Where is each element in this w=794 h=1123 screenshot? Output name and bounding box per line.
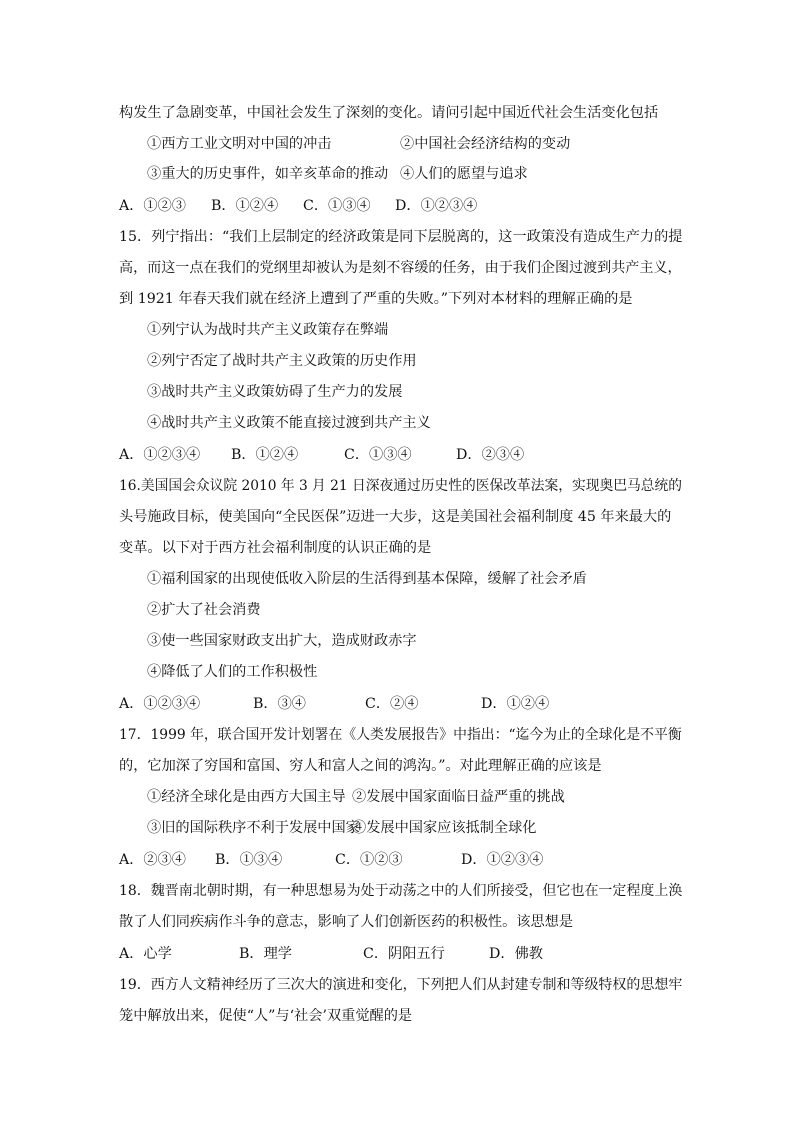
- answer-choice: D．②③④: [456, 447, 525, 463]
- answer-choice: A．①②③④: [119, 447, 201, 463]
- answer-choice: C．②④: [365, 696, 419, 712]
- answer-choice: B．①②④: [231, 447, 299, 463]
- option-item: ③重大的历史事件，如辛亥革命的推动: [147, 166, 389, 182]
- answer-choice: D．①②④: [481, 696, 550, 712]
- option-item: ①福利国家的出现使低收入阶层的生活得到基本保障，缓解了社会矛盾: [147, 571, 587, 587]
- option-item: ④降低了人们的工作积极性: [147, 664, 318, 680]
- answer-choice: D．佛教: [489, 946, 543, 962]
- question-text: 的，它加深了穷国和富国、穷人和富人之间的鸿沟。”。对此理解正确的应该是: [119, 758, 602, 774]
- answer-choice: A．②③④: [119, 852, 186, 868]
- question-text: 高，而这一点在我们的党纲里却被认为是刻不容缓的任务，由于我们企图过渡到共产主义，: [119, 260, 682, 276]
- option-item: ③战时共产主义政策妨碍了生产力的发展: [147, 384, 403, 400]
- answer-choice: A．心学: [119, 946, 172, 962]
- option-item: ②中国社会经济结构的变动: [400, 136, 571, 152]
- question-text: 头号施政目标，使美国向“全民医保”迈进一大步，这是美国社会福利制度 45 年来最大的: [119, 509, 672, 525]
- answer-choice: B．③④: [253, 696, 306, 712]
- option-item: ②扩大了社会消费: [147, 602, 261, 618]
- option-item: ①经济全球化是由西方大国主导: [147, 789, 346, 805]
- question-text: 16.美国国会众议院 2010 年 3 月 21 日深夜通过历史性的医保改革法案，实现奥巴马总统的: [119, 478, 682, 494]
- option-item: ③旧的国际秩序不利于发展中国家: [147, 820, 360, 836]
- option-item: ④战时共产主义政策不能直接过渡到共产主义: [147, 415, 431, 431]
- option-item: ④人们的愿望与追求: [400, 166, 528, 182]
- answer-choice: A．①②③④: [119, 696, 201, 712]
- answer-choice: C．①③④: [303, 198, 371, 214]
- answer-choice: A．①②③: [119, 198, 186, 214]
- option-item: ③使一些国家财政支出扩大，造成财政赤字: [147, 633, 417, 649]
- answer-choice: C．①③④: [344, 447, 412, 463]
- question-text: 构发生了急剧变革，中国社会发生了深刻的变化。请问引起中国近代社会生活变化包括: [119, 105, 659, 121]
- answer-choice: B．①③④: [215, 852, 283, 868]
- option-item: ①列宁认为战时共产主义政策存在弊端: [147, 322, 389, 338]
- answer-choice: D．①②③④: [395, 198, 478, 214]
- question-text: 17．1999 年，联合国开发计划署在《人类发展报告》中指出：“迄今为止的全球化是不平衡: [119, 727, 682, 743]
- question-text: 到 1921 年春天我们就在经济上遭到了严重的失败。”下列对本材料的理解正确的是: [119, 291, 633, 307]
- question-text: 散了人们同疾病作斗争的意志，影响了人们创新医药的积极性。该思想是: [119, 914, 574, 930]
- question-text: 笼中解放出来，促使“人”与‘社会’双重觉醒的是: [119, 1008, 413, 1024]
- question-text: 18．魏晋南北朝时期，有一种思想易为处于动荡之中的人们所接受，但它也在一定程度上涣: [119, 883, 683, 899]
- option-item: ②列宁否定了战时共产主义政策的历史作用: [147, 353, 417, 369]
- option-item: ①西方工业文明对中国的冲击: [147, 136, 332, 152]
- answer-choice: C．①②③: [335, 852, 403, 868]
- question-text: 19．西方人文精神经历了三次大的演进和变化，下列把人们从封建专制和等级特权的思想牢: [119, 977, 683, 993]
- answer-choice: B．①②④: [211, 198, 279, 214]
- question-text: 15．列宁指出：“我们上层制定的经济政策是同下层脱离的，这一政策没有造成生产力的提: [119, 229, 683, 245]
- answer-choice: C．阴阳五行: [363, 946, 445, 962]
- answer-choice: B．理学: [239, 946, 292, 962]
- option-item: ④发展中国家应该抵制全球化: [352, 820, 537, 836]
- question-text: 变革。以下对于西方社会福利制度的认识正确的是: [119, 540, 432, 556]
- option-item: ②发展中国家面临日益严重的挑战: [352, 789, 565, 805]
- answer-choice: D．①②③④: [461, 852, 544, 868]
